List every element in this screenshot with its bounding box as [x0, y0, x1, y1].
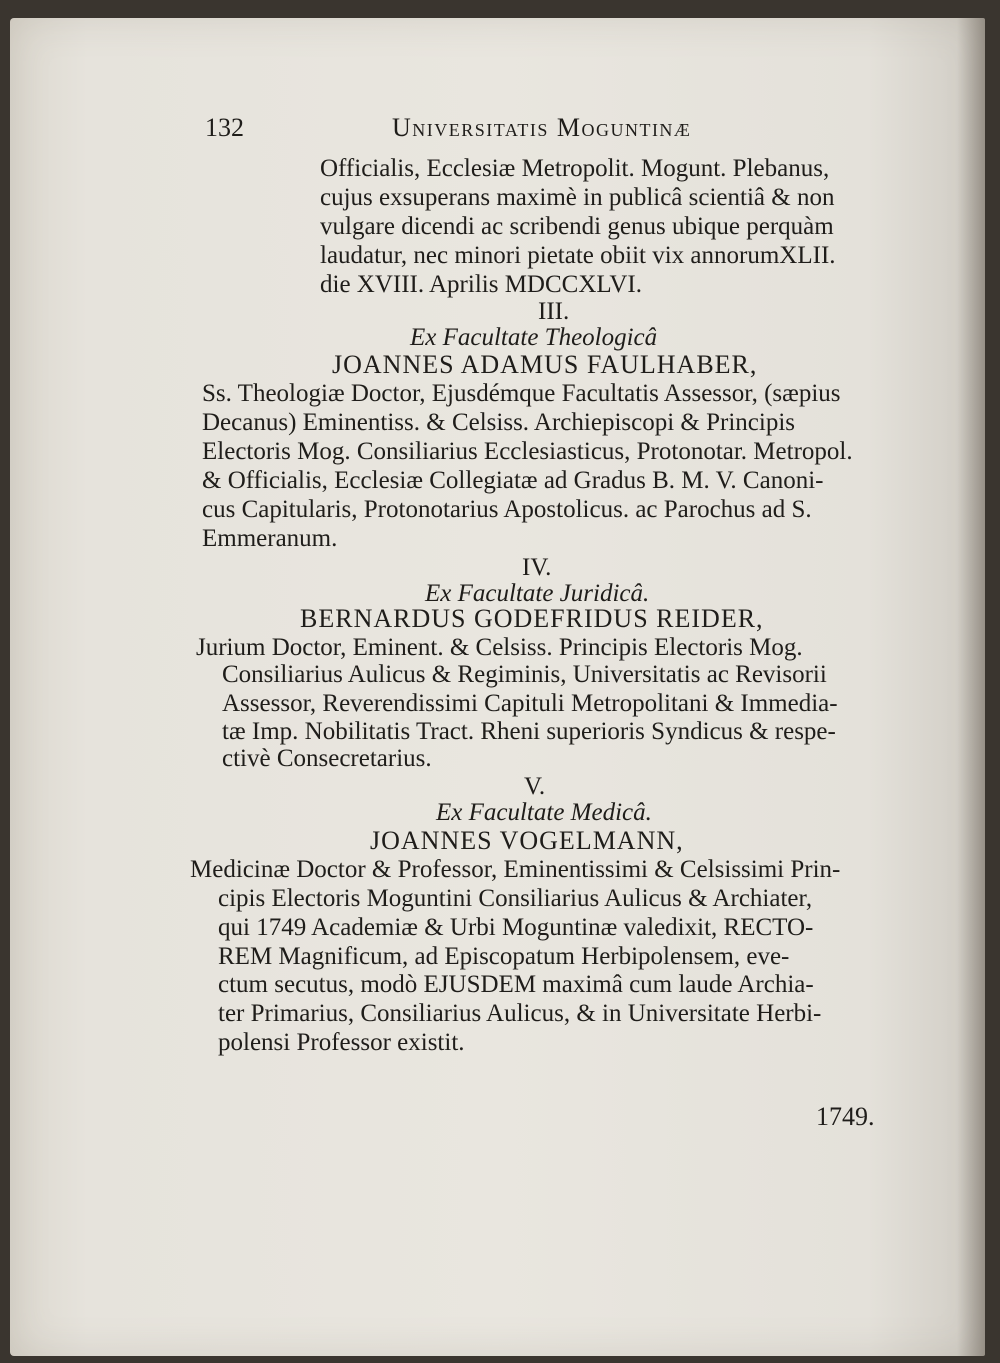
intro-line: laudatur, nec minori pietate obiit vix annorumXLII. [320, 242, 836, 269]
entry-line: cus Capitularis, Protonotarius Apostolicus. ac Parochus ad S. [202, 496, 812, 523]
entry-line: Assessor, Reverendissimi Capituli Metropolitani & Immedia- [222, 690, 838, 717]
page-number: 132 [205, 113, 244, 142]
faculty-heading: Ex Facultate Juridicâ. [425, 580, 650, 607]
entry-line: Jurium Doctor, Eminent. & Celsiss. Principis Electoris Mog. [196, 634, 803, 661]
entry-line: Electoris Mog. Consiliarius Ecclesiasticus, Protonotar. Metropol. [202, 438, 853, 465]
entry-line: REM Magnificum, ad Episcopatum Herbipolensem, eve- [218, 943, 790, 970]
entry-line: Decanus) Eminentiss. & Celsiss. Archiepiscopi & Principis [202, 409, 795, 436]
entry-line: Emmeranum. [202, 525, 338, 552]
entry-line: Medicinæ Doctor & Professor, Eminentissimi & Celsissimi Prin- [190, 856, 841, 883]
intro-line: Officialis, Ecclesiæ Metropolit. Mogunt. Plebanus, [320, 155, 830, 182]
entry-line: qui 1749 Academiæ & Urbi Moguntinæ valedixit, RECTO- [218, 914, 814, 941]
entry-line: Consiliarius Aulicus & Regiminis, Universitatis ac Revisorii [222, 661, 827, 688]
entry-line: cipis Electoris Moguntini Consiliarius Aulicus & Archiater, [218, 885, 813, 912]
person-name: JOANNES VOGELMANN, [370, 826, 684, 855]
section-numeral: III. [538, 298, 570, 325]
entry-line: ctivè Consecretarius. [222, 745, 432, 772]
section-numeral: V. [524, 773, 546, 800]
intro-line: cujus exsuperans maximè in publicâ scientiâ & non [320, 184, 835, 211]
running-title: Universitatis Moguntinæ [392, 113, 692, 142]
entry-line: ctum secutus, modò EJUSDEM maximâ cum laude Archia- [218, 971, 814, 998]
entry-line: ter Primarius, Consiliarius Aulicus, & in Universitate Herbi- [218, 1000, 822, 1027]
page-gutter-shadow [957, 18, 985, 1356]
person-name: BERNARDUS GODEFRIDUS REIDER, [300, 604, 764, 633]
entry-line: polensi Professor existit. [218, 1029, 465, 1056]
section-numeral: IV. [522, 554, 552, 581]
catchword: 1749. [816, 1102, 875, 1131]
entry-line: & Officialis, Ecclesiæ Collegiatæ ad Gradus B. M. V. Canoni- [202, 467, 824, 494]
person-name: JOANNES ADAMUS FAULHABER, [332, 350, 758, 379]
faculty-heading: Ex Facultate Medicâ. [436, 799, 652, 826]
entry-line: tæ Imp. Nobilitatis Tract. Rheni superioris Syndicus & respe- [222, 718, 836, 745]
faculty-heading: Ex Facultate Theologicâ [410, 324, 658, 351]
intro-line: vulgare dicendi ac scribendi genus ubique perquàm [320, 213, 834, 240]
entry-line: Ss. Theologiæ Doctor, Ejusdémque Facultatis Assessor, (sæpius [202, 380, 841, 407]
intro-line: die XVIII. Aprilis MDCCXLVI. [320, 271, 642, 298]
